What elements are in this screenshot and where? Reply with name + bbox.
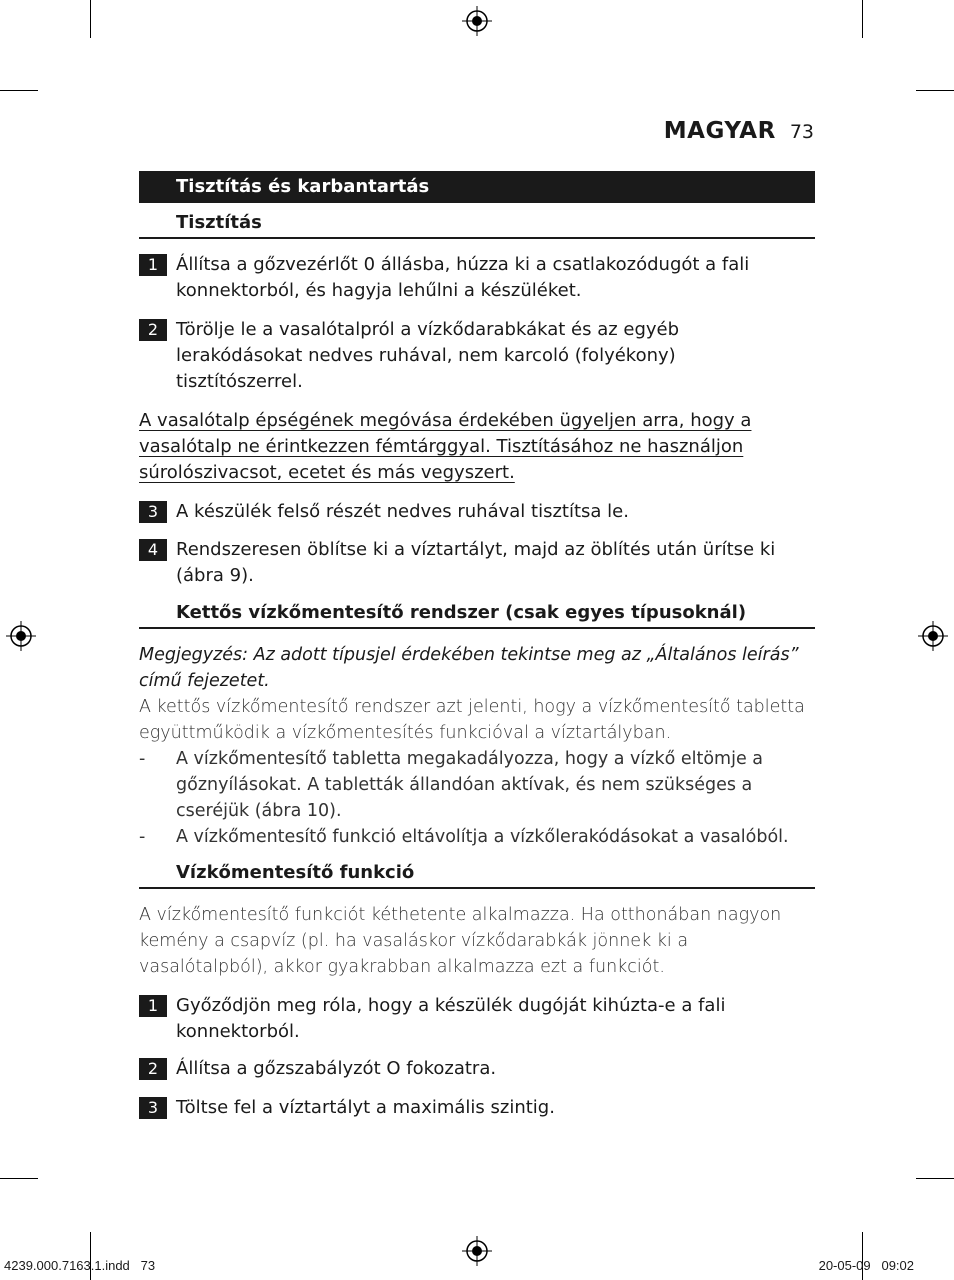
footer-file-label: 4239.000.7163.1.indd 73 [4, 1258, 156, 1273]
bullet-text: A vízkőmentesítő funkció eltávolítja a vízkőlerakódásokat a vasalóból. [176, 827, 789, 847]
registration-mark-icon [462, 6, 492, 36]
crop-mark [916, 1178, 954, 1179]
crop-mark [916, 90, 954, 91]
list-item [139, 499, 815, 525]
list-item [139, 746, 815, 824]
step-number: 2 [139, 1058, 167, 1080]
step-text: Állítsa a gőzvezérlőt 0 állásba, húzza ki a csatlakozódugót a fali konnektorból, és hagyja lehűlni a készüléket. [176, 254, 750, 301]
list-item [139, 537, 815, 589]
step-text: Állítsa a gőzszabályzót O fokozatra. [176, 1058, 497, 1079]
step-text: A készülék felső részét nedves ruhával tisztítsa le. [176, 501, 629, 522]
step-number: 1 [139, 995, 167, 1017]
bullet-dash: - [139, 749, 146, 769]
cleaning-heading: Tisztítás [139, 212, 815, 239]
crop-mark [0, 90, 38, 91]
step-number: 1 [139, 254, 167, 276]
page-number: 73 [789, 121, 814, 143]
list-item [139, 1095, 815, 1121]
warning-text-content: A vasalótalp épségének megóvása érdekében ügyeljen arra, hogy a vasalótalp ne érintkezzen fémtárggyal. Tisztításához ne használjon súrolószivacsot, ecetet és más vegyszert. [139, 410, 752, 483]
list-item [139, 993, 815, 1045]
bullet-dash: - [139, 827, 146, 847]
descale-function-heading: Vízkőmentesítő funkció [139, 862, 815, 889]
section-title: Tisztítás és karbantartás [139, 171, 815, 203]
intro-paragraph: A kettős vízkőmentesítő rendszer azt jelenti, hogy a vízkőmentesítő tabletta együttműködik a vízkőmentesítés funkcióval a víztartályban. [139, 697, 805, 743]
step-number: 3 [139, 501, 167, 523]
crop-mark [0, 1178, 38, 1179]
page-header [664, 118, 814, 144]
list-item [139, 317, 815, 395]
step-number: 3 [139, 1097, 167, 1119]
registration-mark-icon [6, 621, 36, 651]
list-item [139, 1056, 815, 1082]
list-item [139, 252, 815, 304]
double-descale-heading: Kettős vízkőmentesítő rendszer (csak egyes típusoknál) [139, 602, 815, 629]
step-text: Rendszeresen öblítse ki a víztartályt, majd az öblítés után ürítse ki (ábra 9). [176, 539, 776, 586]
note-text: Megjegyzés: Az adott típusjel érdekében tekintse meg az „Általános leírás” című fejezetet. [139, 645, 799, 691]
registration-mark-icon [918, 621, 948, 651]
bullet-text: A vízkőmentesítő tabletta megakadályozza, hogy a vízkő eltömje a gőznyílásokat. A tabletták állandóan aktívak, és nem szükséges a cseréjük (ábra 10). [176, 749, 764, 821]
crop-mark [90, 0, 91, 38]
step-number: 4 [139, 539, 167, 561]
step-number: 2 [139, 319, 167, 341]
crop-mark [862, 0, 863, 38]
step-text: Törölje le a vasalótalpról a vízkődarabkákat és az egyéb lerakódásokat nedves ruhával, nem karcoló (folyékony) tisztítószerrel. [176, 319, 680, 392]
step-text: Töltse fel a víztartályt a maximális szintig. [176, 1097, 555, 1118]
language-label: MAGYAR [663, 118, 776, 144]
list-item [139, 824, 815, 850]
intro-paragraph: A vízkőmentesítő funkciót kéthetente alkalmazza. Ha otthonában nagyon kemény a csapvíz (pl. ha vasaláskor vízkődarabkák jönnek ki a vasalótalpból), akkor gyakrabban alkalmazza ezt a funkciót. [139, 905, 782, 977]
footer-date-label: 20-05-09 09:02 [818, 1258, 914, 1273]
registration-mark-icon [462, 1236, 492, 1266]
step-text: Győződjön meg róla, hogy a készülék dugóját kihúzta-e a fali konnektorból. [176, 995, 726, 1042]
warning-text [139, 408, 779, 486]
